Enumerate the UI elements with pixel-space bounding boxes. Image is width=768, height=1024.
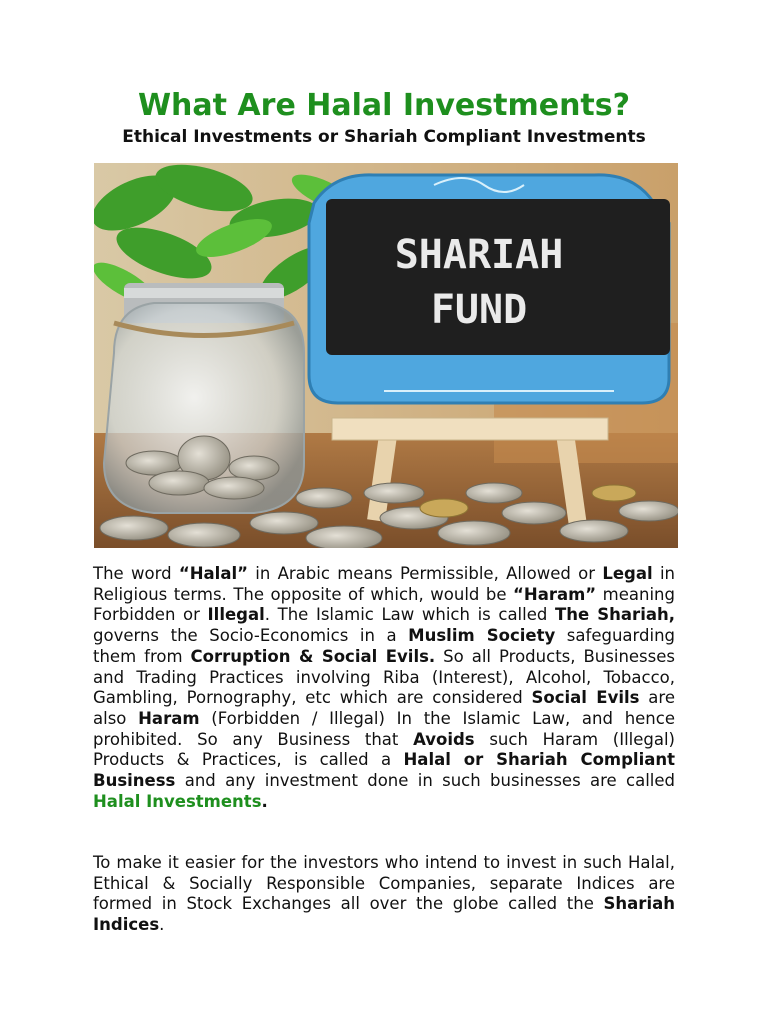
- paragraph-shariah-indices: To make it easier for the investors who intend to invest in such Halal, Ethical & Socially Responsible Companies, separate Indices are formed in Stock Exchanges all over the globe called the Shariah Indices.: [93, 853, 675, 935]
- page-title: What Are Halal Investments?: [137, 88, 631, 123]
- page-subtitle: Ethical Investments or Shariah Compliant Investments: [122, 127, 646, 147]
- paragraph-halal-definition: The word “Halal” in Arabic means Permissible, Allowed or Legal in Religious terms. The opposite of which, would be “Haram” meaning Forbidden or Illegal. The Islamic Law which is called The Shariah, governs the Socio-Economics in a Muslim Society safeguarding them from Corruption & Social Evils. So all Products, Businesses and Trading Practices involving Riba (Interest), Alcohol, Tobacco, Gambling, Pornography, etc which are considered Social Evils are also Haram (Forbidden / Illegal) In the Islamic Law, and hence prohibited. So any Business that Avoids such Haram (Illegal) Products & Practices, is called a Halal or Shariah Compliant Business and any investment done in such businesses are called Halal Investments.: [93, 564, 676, 811]
- sign-text-line2: FUND: [430, 287, 528, 333]
- halal-investments-highlight: Halal Investments: [93, 791, 262, 811]
- sign-text-line1: SHARIAH: [394, 232, 564, 278]
- shariah-fund-photo: [94, 163, 678, 548]
